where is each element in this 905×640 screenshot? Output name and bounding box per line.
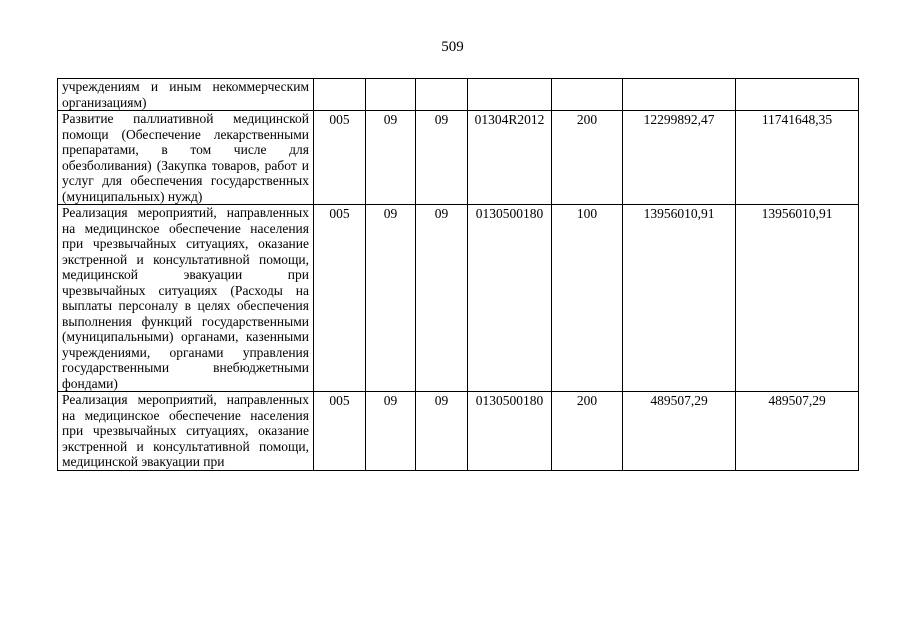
row-subsection-code: 09 [416, 111, 468, 205]
table-row [58, 205, 859, 392]
row-amount-plan: 12299892,47 [623, 111, 736, 205]
table-row [58, 111, 859, 205]
row-subsection-code [416, 79, 468, 111]
row-section-code: 09 [366, 205, 416, 392]
row-section-code: 09 [366, 392, 416, 471]
row-description: учреждениям и иным некоммерческим организациям) [58, 79, 314, 111]
table-row [58, 79, 859, 111]
row-expense-type [552, 79, 623, 111]
row-amount-fact: 13956010,91 [736, 205, 859, 392]
budget-table [57, 78, 859, 471]
row-expense-type: 200 [552, 111, 623, 205]
row-target-code: 01304R2012 [468, 111, 552, 205]
row-target-code [468, 79, 552, 111]
row-ministry-code [314, 79, 366, 111]
row-amount-plan: 13956010,91 [623, 205, 736, 392]
row-amount-plan: 489507,29 [623, 392, 736, 471]
row-ministry-code: 005 [314, 205, 366, 392]
row-expense-type: 100 [552, 205, 623, 392]
table-row [58, 392, 859, 471]
row-target-code: 0130500180 [468, 205, 552, 392]
row-expense-type: 200 [552, 392, 623, 471]
row-description: Реализация мероприятий, направленных на медицинское обеспечение населения при чрезвычайных ситуациях, оказание экстренной и консультативной помощи, медицинской эвакуации при чрезвычайных ситуациях (Расходы на выплаты персоналу в целях обеспечения выполнения функций государственными (муниципальными) органами, казенными учреждениями, органами управления государственными внебюджетными фондами) [58, 205, 314, 392]
row-subsection-code: 09 [416, 205, 468, 392]
row-amount-fact [736, 79, 859, 111]
row-ministry-code: 005 [314, 111, 366, 205]
row-subsection-code: 09 [416, 392, 468, 471]
row-description: Развитие паллиативной медицинской помощи (Обеспечение лекарственными препаратами, в том числе для обезболивания) (Закупка товаров, работ и услуг для обеспечения государственных (муниципальных) нужд) [58, 111, 314, 205]
row-section-code: 09 [366, 111, 416, 205]
row-description: Реализация мероприятий, направленных на медицинское обеспечение населения при чрезвычайных ситуациях, оказание экстренной и консультативной помощи, медицинской эвакуации при [58, 392, 314, 471]
page-number: 509 [441, 39, 464, 55]
row-section-code [366, 79, 416, 111]
row-amount-fact: 11741648,35 [736, 111, 859, 205]
row-amount-plan [623, 79, 736, 111]
row-ministry-code: 005 [314, 392, 366, 471]
row-target-code: 0130500180 [468, 392, 552, 471]
row-amount-fact: 489507,29 [736, 392, 859, 471]
